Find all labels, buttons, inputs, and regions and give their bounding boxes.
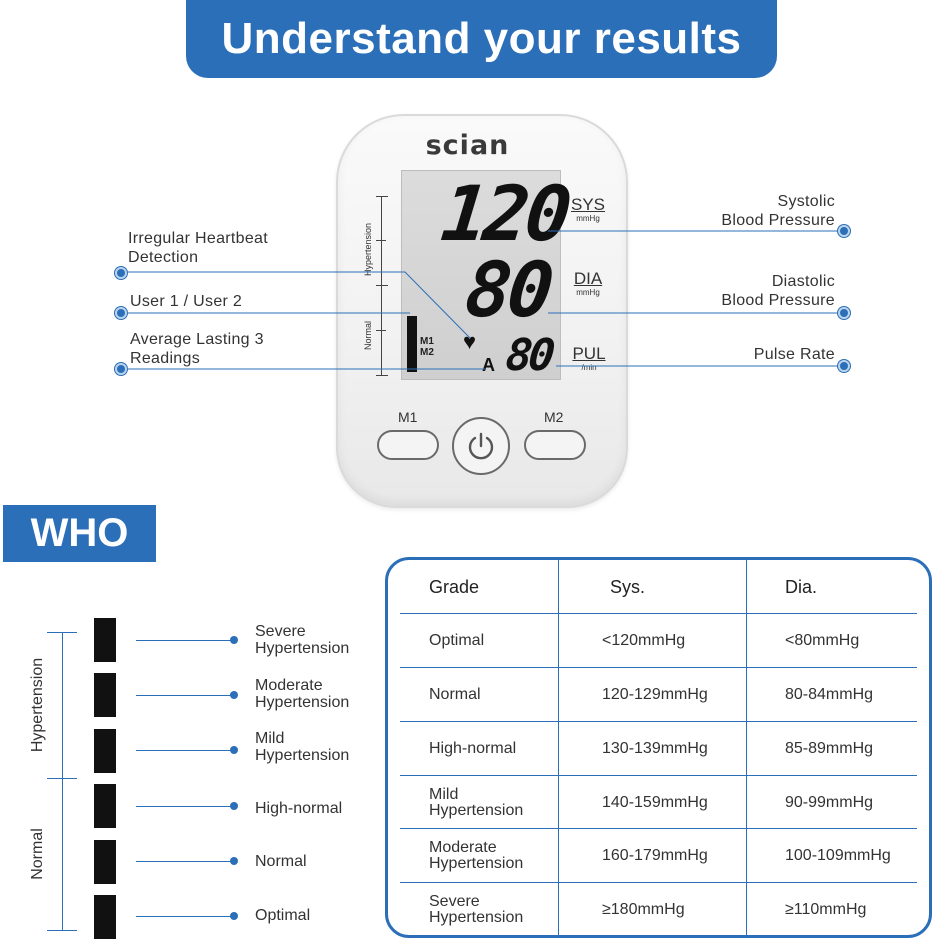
grade-label [255, 730, 349, 764]
pul-reading: 80 [503, 330, 554, 381]
sys-unit-label: SYS [570, 195, 606, 214]
callout-systolic [700, 192, 835, 230]
table-cell-grade [429, 776, 559, 830]
side-tick [47, 632, 77, 633]
dia-unit-sub: mmHg [576, 288, 600, 297]
scale-label-hypertension: Hypertension [363, 222, 373, 276]
grade-label-line1: Severe [255, 623, 306, 640]
sys-unit-sub: mmHg [576, 214, 600, 223]
grade-connector [136, 695, 234, 696]
callout-dot [838, 225, 850, 237]
table-cell-sys: <120mmHg [602, 632, 686, 649]
memory-m2: M2 [420, 347, 434, 358]
table-row [400, 829, 917, 883]
grade-label [255, 623, 349, 657]
grade-bar-mild [94, 729, 116, 773]
table-row [400, 614, 917, 668]
table-cell-grade [429, 829, 559, 883]
dia-reading: 80 [461, 245, 555, 334]
callout-irregular-line2: Detection [128, 249, 199, 266]
grade-label: High-normal [255, 800, 343, 817]
grade-bar-high-normal [94, 784, 116, 828]
who-title: WHO [3, 505, 156, 562]
grade-connector [136, 640, 234, 641]
grade-label-line2: Hypertension [255, 747, 350, 764]
table-cell-grade-line1: Moderate [429, 839, 497, 856]
table-cell-dia: 80-84mmHg [785, 686, 874, 703]
table-cell-grade: Normal [429, 686, 481, 703]
grade-bar-moderate [94, 673, 116, 717]
grade-connector [136, 861, 234, 862]
average-marker: A [482, 355, 495, 375]
callout-pulse: Pulse Rate [753, 346, 835, 363]
table-cell-dia: 90-99mmHg [785, 794, 874, 811]
grade-label [255, 677, 349, 711]
table-cell-dia: ≥110mmHg [785, 901, 867, 918]
table-header-grade: Grade [429, 577, 480, 597]
heart-icon: ♥ [463, 329, 477, 354]
callout-average-line1: Average Lasting 3 [130, 331, 264, 348]
grade-label-line1: Mild [255, 730, 285, 747]
table-cell-sys: 160-179mmHg [602, 847, 708, 864]
brand-logo: scian [425, 130, 510, 161]
table-cell-grade-line2: Hypertension [429, 802, 524, 819]
table-row [400, 668, 917, 722]
grade-dot [230, 746, 238, 754]
grade-label-line1: Moderate [255, 677, 323, 694]
table-cell-grade-line1: Severe [429, 893, 480, 910]
table-cell-grade-line2: Hypertension [429, 909, 524, 926]
grade-dot [230, 912, 238, 920]
table-header-sys: Sys. [610, 577, 646, 597]
table-cell-grade [429, 883, 559, 937]
memory-m1: M1 [420, 336, 434, 347]
grade-bar-optimal [94, 895, 116, 939]
table-cell-dia: 85-89mmHg [785, 740, 874, 757]
table-header-dia: Dia. [785, 577, 818, 597]
callout-systolic-line2: Blood Pressure [721, 212, 835, 229]
callout-irregular-line1: Irregular Heartbeat [128, 230, 268, 247]
sys-reading: 120 [437, 169, 573, 258]
side-axis [62, 632, 63, 930]
grade-connector [136, 750, 234, 751]
callout-dot [838, 360, 850, 372]
grade-connector [136, 806, 234, 807]
table-cell-grade-line2: Hypertension [429, 855, 524, 872]
table-header-row [400, 560, 917, 614]
table-cell-sys: 140-159mmHg [602, 794, 708, 811]
callout-diastolic-line1: Diastolic [771, 273, 835, 290]
pul-unit-label: PUL [572, 344, 606, 363]
table-cell-sys: ≥180mmHg [602, 901, 685, 918]
grade-label-line2: Hypertension [255, 694, 350, 711]
table-cell-dia: 100-109mmHg [785, 847, 891, 864]
callout-diastolic-line2: Blood Pressure [721, 292, 835, 309]
pul-unit-sub: /min [581, 363, 597, 372]
m2-button-label: M2 [544, 409, 564, 425]
grade-connector [136, 916, 234, 917]
table-row [400, 722, 917, 776]
grade-label: Optimal [255, 907, 311, 924]
grade-label: Normal [255, 853, 307, 870]
callout-systolic-line1: Systolic [777, 193, 835, 210]
grade-dot [230, 857, 238, 865]
table-cell-dia: <80mmHg [785, 632, 860, 649]
table-cell-grade-line1: Mild [429, 786, 459, 803]
scale-label-normal: Normal [363, 320, 373, 350]
grade-bar-severe [94, 618, 116, 662]
table-cell-sys: 130-139mmHg [602, 740, 708, 757]
table-row [400, 776, 917, 830]
dia-unit-label: DIA [573, 269, 603, 288]
side-label-hypertension: Hypertension [29, 657, 46, 753]
table-cell-grade: High-normal [429, 740, 517, 757]
grade-bar-normal [94, 840, 116, 884]
callout-average-line2: Readings [130, 350, 201, 367]
m1-button-label: M1 [398, 409, 418, 425]
grade-label-line2: Hypertension [255, 640, 350, 657]
callout-dot [838, 307, 850, 319]
side-label-normal: Normal [29, 828, 46, 880]
table-cell-grade: Optimal [429, 632, 485, 649]
side-tick [47, 778, 77, 779]
side-tick [47, 930, 77, 931]
table-cell-sys: 120-129mmHg [602, 686, 708, 703]
grade-dot [230, 636, 238, 644]
grade-dot [230, 691, 238, 699]
grade-dot [230, 802, 238, 810]
table-row [400, 883, 917, 937]
callout-diastolic [700, 272, 835, 310]
callout-user: User 1 / User 2 [130, 293, 243, 310]
page-title: Understand your results [221, 14, 742, 63]
